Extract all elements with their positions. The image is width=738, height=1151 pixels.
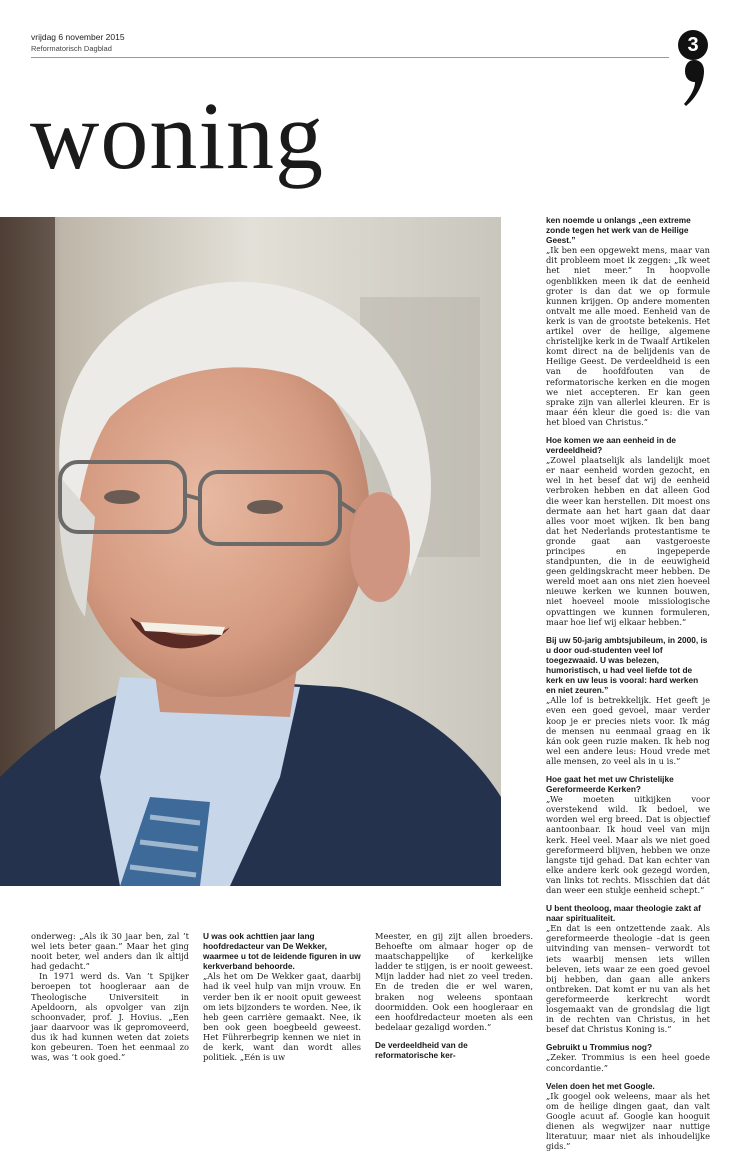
interview-answer: „Ik ben een opgewekt mens, maar van dit probleem moet ik zeggen: „Ik weet het niet meer.” In hoopvolle ogenblikken meen ik dat de eenheid groter is dan dat we op formule kunnen krijgen. Op andere momenten ontvalt me alle moed. Eenheid van de kerk is van de grootste betekenis. Het artikel over de heilige, algemene christelijke kerk in de Twaalf Artikelen komt direct na de belijdenis van de Heilige Geest. De verdeeldheid is een van de hoofdfouten van de reformatorische kerken en die mogen we niet accepteren. Er kan geen sprake zijn van allerlei kleuren. Er is maar één kleur die goed is: die van het bloed van Christus.” (546, 245, 711, 427)
interview-answer: „En dat is een ontzettende zaak. Als gereformeerde theologie –dat is geen uitvinding van mensen– verwordt tot iets waarbij mensen iets willen beleven, iets waar ze een goed gevoel bij hebben, dan gaan alle ankers ontbreken. Dat komt er nu van als het gereformeerde kerkrecht wordt losgemaakt van de grondslag die ligt in de rechten van Christus, in het besef dat Christus Koning is.” (546, 923, 710, 1035)
bottom-column-3 (375, 931, 533, 1060)
issue-date: vrijdag 6 november 2015 (31, 32, 125, 42)
right-column (546, 215, 710, 1151)
interview-question: U bent theoloog, maar theologie zakt af naar spiritualiteit. (546, 903, 701, 924)
portrait-photo (0, 217, 501, 886)
interview-question: Gebruikt u Trommius nog? (546, 1042, 653, 1053)
bottom-column-1 (31, 931, 189, 1062)
interview-answer: „Alle lof is betrekkelijk. Het geeft je even een goed gevoel, maar verder koop je er precies niets voor. Ik mág de mensen nu eenmaal graag en ik kán ook geen ruzie maken. Ik heb nog wel een andere leus: Houd vrede met alle mensen, zo veel als in u is.” (546, 695, 710, 766)
interview-answer: „Als het om De Wekker gaat, daarbij had ik veel hulp van mijn vrouw. En verder ben ik er nooit opuit geweest om iets bijzonders te worden. Nee, ik heb geen carrière gemaakt. Nee, ik ben ook geen boegbeeld geweest. Het Führerbegrip kennen we niet in de kerk, want dan wordt alles politiek. „Eén is uw (203, 971, 361, 1063)
body-paragraph: onderweg: „Als ik 30 jaar ben, zal ’t wel iets beter gaan.” Maar het ging nooit beter, wel anders dan ik altijd had gedacht.” (31, 931, 189, 972)
body-paragraph: In 1971 werd ds. Van ’t Spijker beroepen tot hoogleraar aan de Theologische Universiteit in Apeldoorn, als opvolger van zijn schoonvader, prof. J. Hovius. „Een jaar daarvoor was ik gepromoveerd, dus ik had kunnen weten dat zoiets kon gebeuren. Toen het eenmaal zo was, was ’t ook goed.” (31, 971, 189, 1063)
interview-question: U was ook achttien jaar lang hoofdredacteur van De Wekker, waarmee u tot de leidende figuren in uw kerkverband behoorde. (203, 931, 361, 972)
header-rule (31, 57, 669, 58)
interview-question: ken noemde u onlangs „een extreme zonde tegen het werk van de Heilige Geest.” (546, 215, 691, 246)
page-number-badge: 3 (678, 30, 708, 60)
interview-question: De verdeeldheid van de reformatorische ker- (375, 1039, 468, 1061)
interview-answer: „We moeten uitkijken voor overstekend wild. Ik bedoel, we worden wel erg breed. Dat is objectief aantoonbaar. Ik houd veel van mijn kerk. Heel veel. Maar als we niet goed gereformeerd blijven, hebben we onze langste tijd gehad. Dat kan echter van elke andere kerk ook gezegd worden, van links tot rechts. Misschien dat dát dan weer een stukje eenheid schept.” (546, 794, 710, 895)
interview-question: Bij uw 50-jarig ambtsjubileum, in 2000, is u door oud-studenten veel lof toegezwaaid. U was belezen, humoristisch, u had veel liefde tot de kerk en uw leus is vooral: hard werken en niet zeuren.” (546, 634, 708, 696)
interview-question: Velen doen het met Google. (546, 1080, 655, 1091)
section-title: woning (30, 82, 324, 189)
comma-logo-icon (683, 58, 705, 108)
interview-answer: „Zowel plaatselijk als landelijk moet er naar eenheid worden gezocht, en wel in het besef dat wij de eenheid verbroken hebben en dat alleen God die weer kan herstellen. Dit moest ons dermate aan het hart gaan dat daar alles voor moet wijken. Ik ben bang dat het Nederlands protestantisme te gronde gaat aan vastgeroeste principes en ingepeperde standpunten, die in de eeuwigheid geen geldingskracht meer hebben. De wereld moet aan ons niet zien hoeveel nieuwe kerken we kunnen bouwen, niet hoeveel mooie missiologische opvattingen we kunnen formuleren, maar hoe lief wij elkaar hebben.” (546, 455, 710, 627)
interview-question: Hoe gaat het met uw Christelijke Gereformeerde Kerken? (546, 773, 674, 795)
interview-answer: „Zeker. Trommius is een heel goede concordantie.” (546, 1052, 710, 1073)
portrait-illustration (0, 217, 501, 886)
bottom-column-2 (203, 931, 361, 1062)
interview-answer: Meester, en gij zijt allen broeders. Behoefte om almaar hoger op de maatschappelijke of kerkelijke ladder te stijgen, is er nooit geweest. Mijn ladder had niet zo veel treden. En de treden die er wel waren, braken nog weleens spontaan doormidden. Ook een hoogleraar en een hoofdredacteur moeten als een bedelaar gezaligd worden.” (375, 931, 533, 1032)
interview-question: Hoe komen we aan eenheid in de verdeeldheid? (546, 434, 677, 456)
interview-answer: „Ik googel ook weleens, maar als het om de heilige dingen gaat, dan valt Google acuut af. Google kan hooguit dienen als wegwijzer naar nuttige literatuur, maar niet als inhoudelijke gids.” (546, 1090, 710, 1151)
newspaper-name: Reformatorisch Dagblad (31, 44, 112, 53)
